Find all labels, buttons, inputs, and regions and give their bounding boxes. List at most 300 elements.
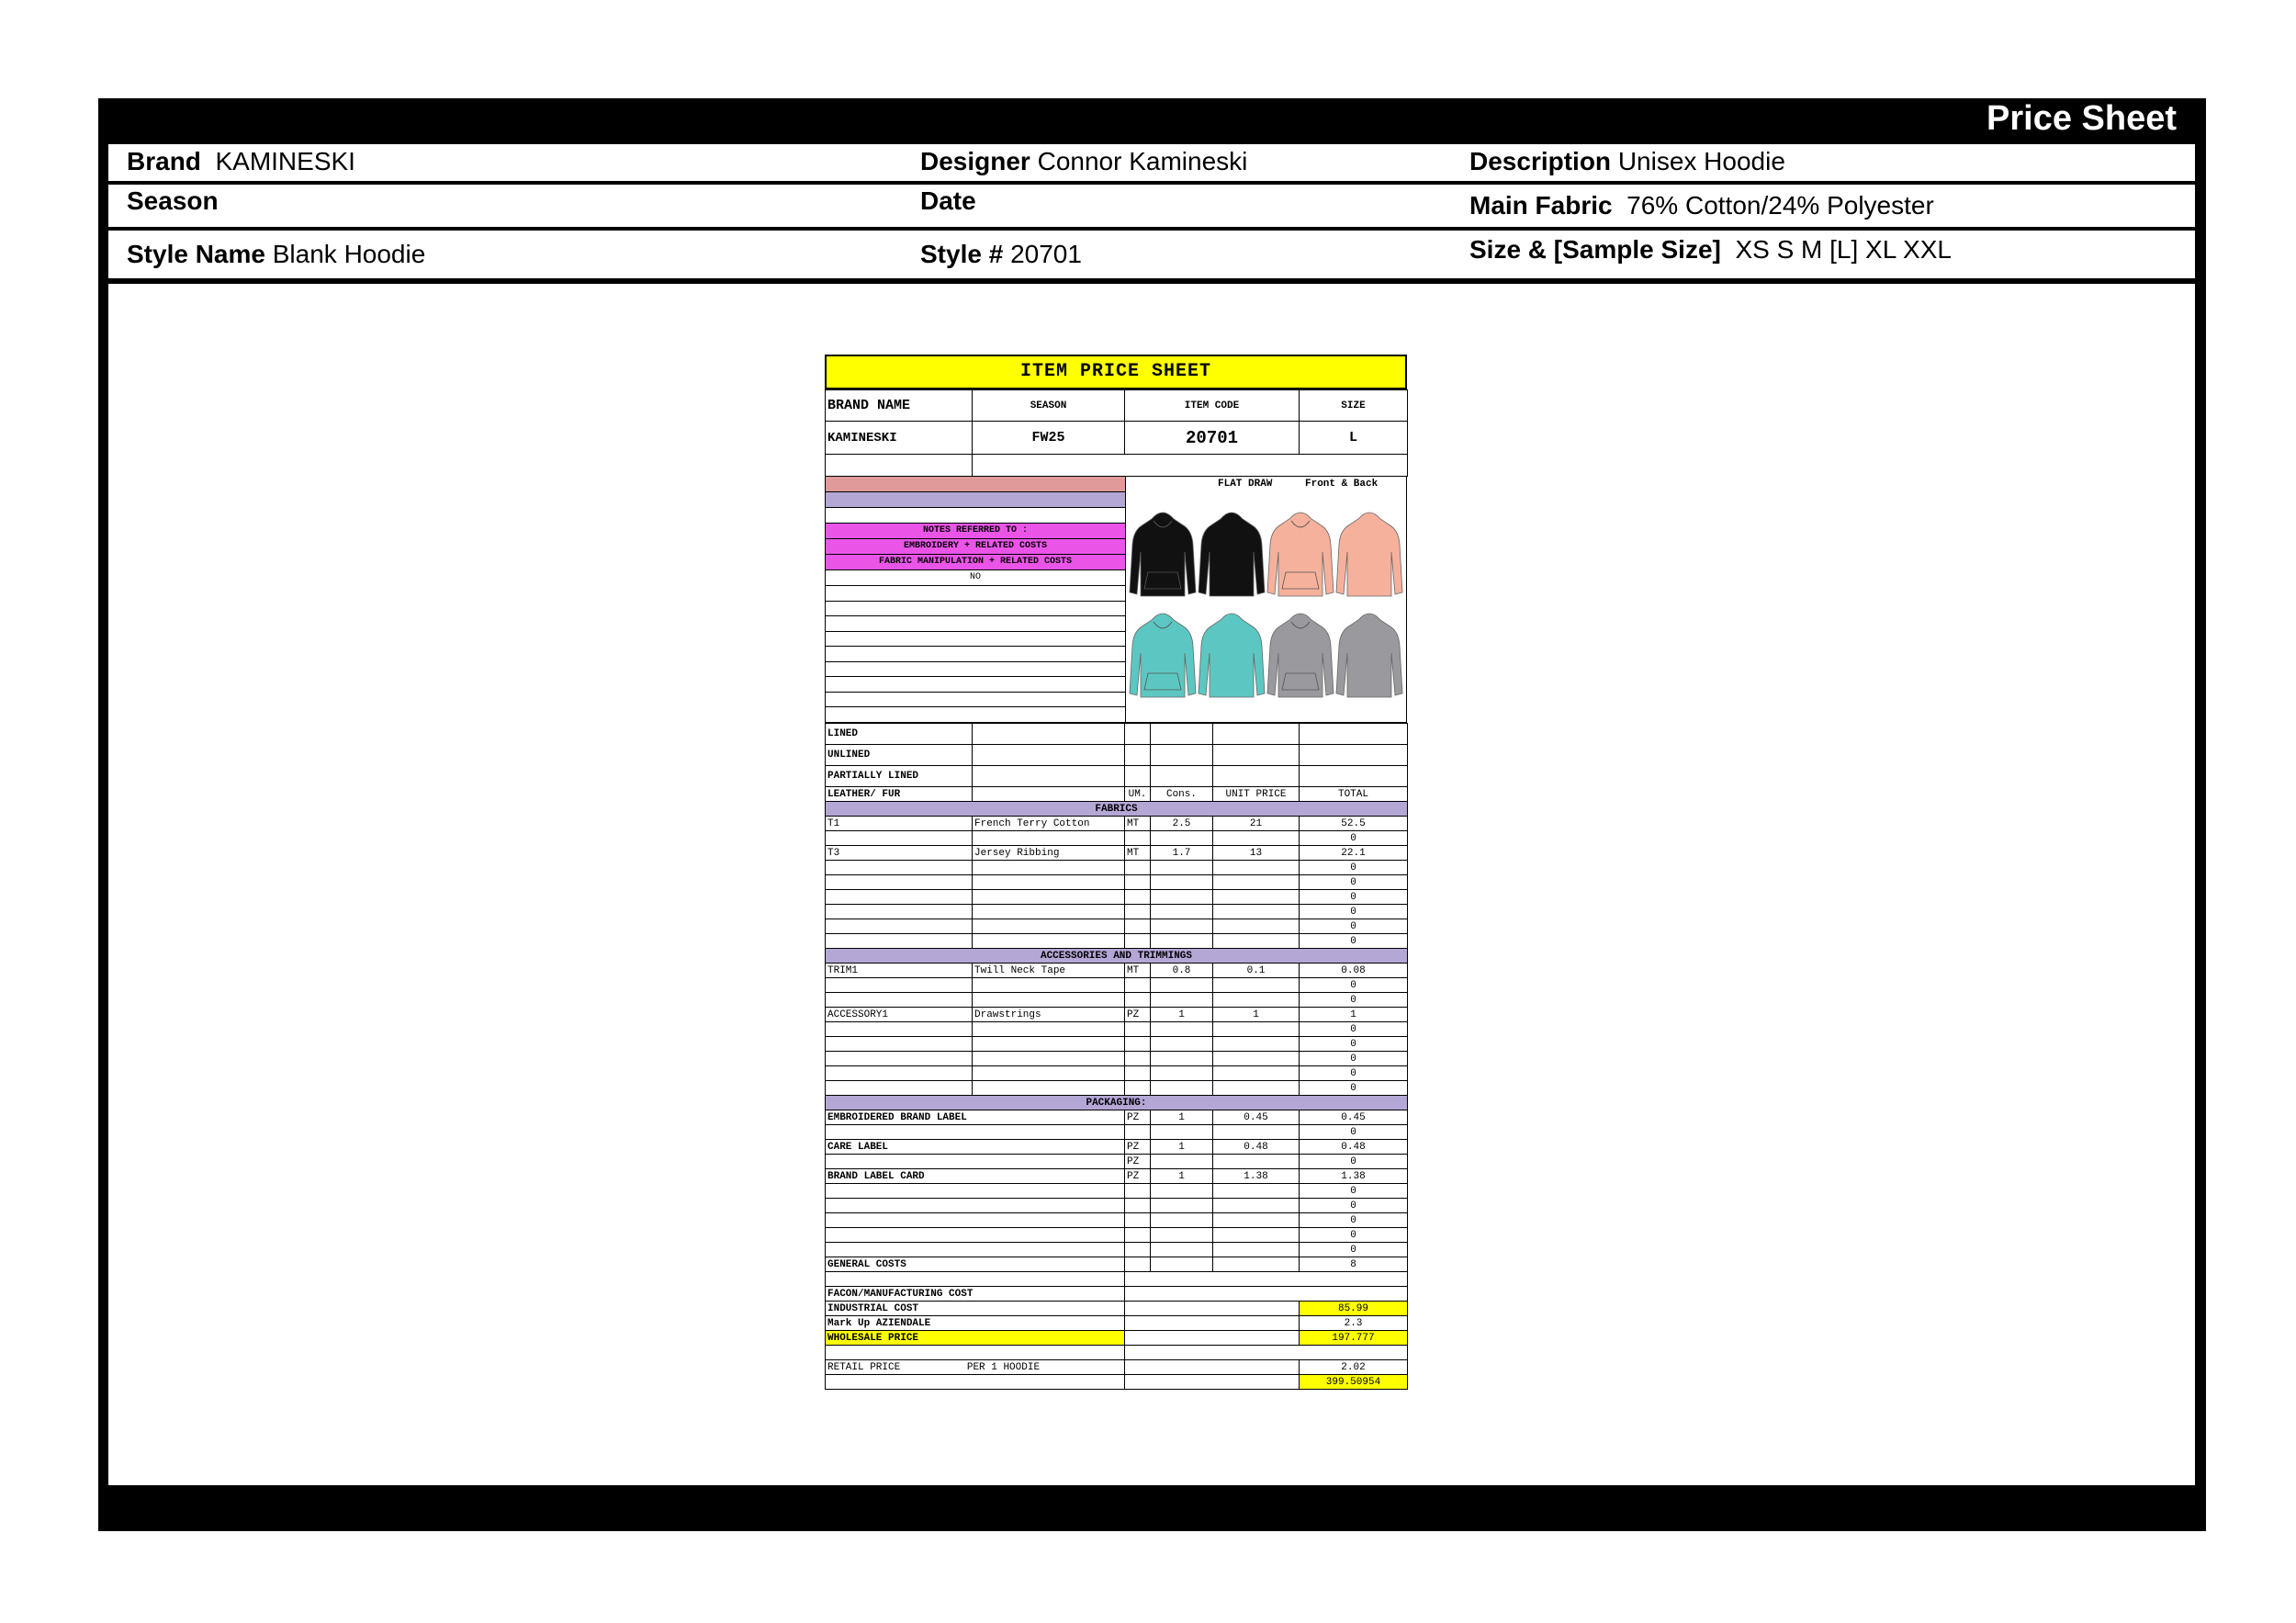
packaging-price — [1213, 1155, 1300, 1169]
brand-field: Brand KAMINESKI — [127, 147, 355, 175]
fabric-name: Jersey Ribbing — [973, 846, 1125, 861]
packaging-total: 0 — [1300, 1125, 1408, 1140]
accessory-name — [973, 1022, 1125, 1037]
packaging-total: 0.48 — [1300, 1140, 1408, 1155]
accessory-name — [973, 978, 1125, 993]
general-costs-row — [826, 1257, 1408, 1272]
accessory-price: 0.1 — [1213, 964, 1300, 978]
fabric-cons: 2.5 — [1151, 817, 1213, 831]
fabric-name — [973, 875, 1125, 890]
empty-cell — [973, 787, 1125, 802]
fabric-name — [973, 934, 1125, 949]
packaging-row — [826, 1110, 1408, 1125]
packaging-cons — [1151, 1155, 1213, 1169]
fabric-um: MT — [1125, 846, 1151, 861]
accessory-code — [826, 1081, 973, 1096]
packaging-um — [1125, 1125, 1151, 1140]
fabric-price — [1213, 905, 1300, 919]
description-field: Description Unisex Hoodie — [1469, 147, 1785, 175]
accessory-row — [826, 964, 1408, 978]
packaging-um — [1125, 1243, 1151, 1257]
packaging-row — [826, 1243, 1408, 1257]
empty-cell — [1151, 745, 1213, 766]
size-value: L — [1300, 422, 1408, 455]
fabric-name — [973, 890, 1125, 905]
accessory-row — [826, 978, 1408, 993]
empty-cell — [1125, 1316, 1300, 1331]
fabric-cons — [1151, 831, 1213, 846]
lining-row — [826, 766, 1408, 787]
packaging-cons — [1151, 1213, 1213, 1228]
notes-line: NOTES REFERRED TO : — [826, 524, 1125, 539]
packaging-cons — [1151, 1125, 1213, 1140]
fabric-um — [1125, 919, 1151, 934]
fabric-row — [826, 861, 1408, 875]
empty-cell — [826, 1375, 1125, 1390]
packaging-cons — [1151, 1199, 1213, 1213]
packaging-item: BRAND LABEL CARD — [826, 1169, 1125, 1184]
fabric-code — [826, 831, 973, 846]
markup-row — [826, 1316, 1408, 1331]
packaging-total: 0 — [1300, 1243, 1408, 1257]
date-field: Date — [920, 186, 976, 215]
hoodie-flat-drawings — [1126, 493, 1407, 723]
accessory-name — [973, 1081, 1125, 1096]
sheet-header-table — [825, 389, 1408, 477]
accessory-cons — [1151, 978, 1213, 993]
accessory-total: 0 — [1300, 993, 1408, 1008]
accessory-price — [1213, 993, 1300, 1008]
accessories-section-header: ACCESSORIES AND TRIMMINGS — [826, 949, 1408, 964]
fabric-cons — [1151, 875, 1213, 890]
fabric-row — [826, 817, 1408, 831]
accessory-um — [1125, 1052, 1151, 1066]
packaging-item — [826, 1125, 1125, 1140]
style-number-field: Style # 20701 — [920, 240, 1082, 268]
notes-lines — [826, 586, 1125, 723]
packaging-price — [1213, 1243, 1300, 1257]
accessory-total: 1 — [1300, 1008, 1408, 1022]
empty-cell — [1213, 745, 1300, 766]
packaging-price — [1213, 1228, 1300, 1243]
fabric-code — [826, 890, 973, 905]
fabric-row — [826, 846, 1408, 861]
accessory-code — [826, 978, 973, 993]
empty-cell — [1300, 745, 1408, 766]
accessory-um — [1125, 1066, 1151, 1081]
fabrics-section-header — [826, 802, 1408, 817]
fabric-price — [1213, 934, 1300, 949]
industrial-cost-label: INDUSTRIAL COST — [826, 1302, 1125, 1316]
notes-column — [826, 477, 1125, 723]
page-title: Price Sheet — [1986, 99, 2177, 138]
lining-row — [826, 745, 1408, 766]
accessory-um: PZ — [1125, 1008, 1151, 1022]
main-fabric-field: Main Fabric 76% Cotton/24% Polyester — [1469, 191, 1934, 220]
season-header: SEASON — [973, 390, 1125, 422]
empty-cell — [973, 724, 1125, 745]
divider — [108, 278, 2195, 284]
fabric-price — [1213, 919, 1300, 934]
packaging-row — [826, 1169, 1408, 1184]
accessory-um — [1125, 1022, 1151, 1037]
empty-cell — [1125, 724, 1151, 745]
retail-markup-value: 2.02 — [1300, 1360, 1408, 1375]
empty-row — [826, 693, 1125, 708]
fabric-total: 0 — [1300, 919, 1408, 934]
grey-hoodie-back-icon — [1336, 614, 1402, 697]
packaging-um: PZ — [1125, 1155, 1151, 1169]
accessory-price: 1 — [1213, 1008, 1300, 1022]
fabric-row — [826, 831, 1408, 846]
packaging-cons: 1 — [1151, 1169, 1213, 1184]
packaging-price: 0.45 — [1213, 1110, 1300, 1125]
packaging-item: EMBROIDERED BRAND LABEL — [826, 1110, 1125, 1125]
lining-label: LEATHER/ FUR — [826, 787, 973, 802]
accessories-section-header — [826, 949, 1408, 964]
packaging-um: PZ — [1125, 1140, 1151, 1155]
designer-field: Designer Connor Kamineski — [920, 147, 1248, 175]
packaging-price: 1.38 — [1213, 1169, 1300, 1184]
accessory-total: 0 — [1300, 1037, 1408, 1052]
retail-price-value: 399.50954 — [1300, 1375, 1408, 1390]
industrial-cost-row — [826, 1302, 1408, 1316]
color-bar — [826, 492, 1125, 508]
fabric-name — [973, 919, 1125, 934]
accessory-name: Drawstrings — [973, 1008, 1125, 1022]
accessory-row — [826, 1008, 1408, 1022]
fabric-code — [826, 934, 973, 949]
sheet-title: ITEM PRICE SHEET — [825, 355, 1407, 389]
packaging-row — [826, 1228, 1408, 1243]
accessory-um — [1125, 1081, 1151, 1096]
fabric-price — [1213, 831, 1300, 846]
fabric-cons — [1151, 861, 1213, 875]
packaging-cons: 1 — [1151, 1140, 1213, 1155]
empty-cell — [826, 1272, 1125, 1287]
packaging-total: 1.38 — [1300, 1169, 1408, 1184]
packaging-price — [1213, 1199, 1300, 1213]
fabric-um — [1125, 934, 1151, 949]
accessory-code — [826, 993, 973, 1008]
packaging-um — [1125, 1213, 1151, 1228]
markup-label: Mark Up AZIENDALE — [826, 1316, 1125, 1331]
accessory-um — [1125, 978, 1151, 993]
packaging-row — [826, 1155, 1408, 1169]
fabric-cons — [1151, 934, 1213, 949]
accessory-row — [826, 1081, 1408, 1096]
packaging-total: 0 — [1300, 1199, 1408, 1213]
accessory-price — [1213, 1037, 1300, 1052]
packaging-total: 0 — [1300, 1155, 1408, 1169]
empty-cell — [1125, 1272, 1408, 1287]
packaging-price — [1213, 1213, 1300, 1228]
packaging-item — [826, 1213, 1125, 1228]
fabric-um — [1125, 831, 1151, 846]
accessory-total: 0 — [1300, 1081, 1408, 1096]
accessory-total: 0 — [1300, 1022, 1408, 1037]
accessory-name — [973, 1037, 1125, 1052]
fabric-um — [1125, 905, 1151, 919]
accessory-code — [826, 1052, 973, 1066]
fabric-um — [1125, 890, 1151, 905]
brand-name-header: BRAND NAME — [826, 390, 973, 422]
fabric-cons: 1.7 — [1151, 846, 1213, 861]
fabric-code — [826, 919, 973, 934]
fabric-total: 0 — [1300, 861, 1408, 875]
notes-value: NO — [826, 570, 1125, 586]
facon-row — [826, 1287, 1408, 1302]
accessory-code — [826, 1037, 973, 1052]
fabric-name — [973, 831, 1125, 846]
season-field: Season — [127, 186, 219, 215]
notes-line: EMBROIDERY + RELATED COSTS — [826, 539, 1125, 555]
accessory-code — [826, 1066, 973, 1081]
empty-row — [826, 662, 1125, 678]
packaging-price: 0.48 — [1213, 1140, 1300, 1155]
fabric-price — [1213, 861, 1300, 875]
accessory-um — [1125, 1037, 1151, 1052]
lining-row — [826, 787, 1408, 802]
packaging-item: CARE LABEL — [826, 1140, 1125, 1155]
packaging-um: PZ — [1125, 1110, 1151, 1125]
accessory-row — [826, 1022, 1408, 1037]
packaging-total: 0 — [1300, 1184, 1408, 1199]
packaging-row — [826, 1184, 1408, 1199]
accessory-total: 0 — [1300, 1066, 1408, 1081]
fabrics-section-header: FABRICS — [826, 802, 1408, 817]
black-hoodie-front-icon — [1130, 513, 1196, 596]
fabric-total: 0 — [1300, 890, 1408, 905]
fabric-name: French Terry Cotton — [973, 817, 1125, 831]
packaging-price — [1213, 1125, 1300, 1140]
color-bar — [826, 477, 1125, 492]
fabric-price — [1213, 875, 1300, 890]
retail-price-row — [826, 1375, 1408, 1390]
empty-cell — [1151, 724, 1213, 745]
fabric-row — [826, 934, 1408, 949]
empty-cell — [1300, 724, 1408, 745]
accessory-price — [1213, 978, 1300, 993]
packaging-price — [1213, 1184, 1300, 1199]
packaging-um — [1125, 1184, 1151, 1199]
empty-row — [826, 616, 1125, 632]
teal-hoodie-back-icon — [1199, 614, 1265, 697]
empty-cell — [826, 1346, 1125, 1360]
packaging-cons: 1 — [1151, 1110, 1213, 1125]
accessory-row — [826, 1052, 1408, 1066]
unit-price-header: UNIT PRICE — [1213, 787, 1300, 802]
style-name-field: Style Name Blank Hoodie — [127, 240, 426, 268]
empty-row — [826, 602, 1125, 617]
wholesale-row — [826, 1331, 1408, 1346]
fabric-price: 21 — [1213, 817, 1300, 831]
fabric-cons — [1151, 890, 1213, 905]
packaging-item — [826, 1228, 1125, 1243]
season-value: FW25 — [973, 422, 1125, 455]
accessory-cons: 1 — [1151, 1008, 1213, 1022]
empty-cell — [1125, 1346, 1408, 1360]
fabric-um — [1125, 875, 1151, 890]
fabric-name — [973, 905, 1125, 919]
fabric-price — [1213, 890, 1300, 905]
retail-row — [826, 1360, 1408, 1375]
fabric-um: MT — [1125, 817, 1151, 831]
empty-cell — [1213, 766, 1300, 787]
teal-hoodie-front-icon — [1130, 614, 1196, 697]
peach-hoodie-front-icon — [1267, 513, 1334, 596]
cons-header: Cons. — [1151, 787, 1213, 802]
accessory-cons — [1151, 1022, 1213, 1037]
empty-cell — [1151, 1257, 1213, 1272]
um-header: UM. — [1125, 787, 1151, 802]
packaging-cons — [1151, 1243, 1213, 1257]
empty-cell — [1125, 1287, 1408, 1302]
fabric-row — [826, 890, 1408, 905]
general-costs-value: 8 — [1300, 1257, 1408, 1272]
empty-cell — [1125, 1257, 1151, 1272]
facon-label: FACON/MANUFACTURING COST — [826, 1287, 1125, 1302]
size-header: SIZE — [1300, 390, 1408, 422]
fabric-total: 22.1 — [1300, 846, 1408, 861]
accessory-cons — [1151, 993, 1213, 1008]
accessory-cons — [1151, 1037, 1213, 1052]
total-header: TOTAL — [1300, 787, 1408, 802]
packaging-item — [826, 1155, 1125, 1169]
notes-line: FABRIC MANIPULATION + RELATED COSTS — [826, 555, 1125, 570]
packaging-item — [826, 1184, 1125, 1199]
spacer-row — [826, 1346, 1408, 1360]
empty-row — [826, 707, 1125, 723]
packaging-um — [1125, 1228, 1151, 1243]
packaging-total: 0 — [1300, 1228, 1408, 1243]
empty-cell — [973, 455, 1408, 477]
packaging-section-header — [826, 1096, 1408, 1110]
accessory-row — [826, 1066, 1408, 1081]
empty-cell — [1151, 766, 1213, 787]
packaging-section-header: PACKAGING: — [826, 1096, 1408, 1110]
retail-label: RETAIL PRICE — [827, 1361, 901, 1373]
size-field: Size & [Sample Size] XS S M [L] XL XXL — [1469, 235, 1952, 264]
accessory-total: 0 — [1300, 978, 1408, 993]
accessory-cons — [1151, 1066, 1213, 1081]
accessory-um: MT — [1125, 964, 1151, 978]
accessory-total: 0 — [1300, 1052, 1408, 1066]
fabric-code: T1 — [826, 817, 973, 831]
accessory-code: ACCESSORY1 — [826, 1008, 973, 1022]
accessory-cons — [1151, 1081, 1213, 1096]
accessory-price — [1213, 1052, 1300, 1066]
packaging-total: 0.45 — [1300, 1110, 1408, 1125]
fabric-code — [826, 861, 973, 875]
accessory-price — [1213, 1022, 1300, 1037]
wholesale-value: 197.777 — [1300, 1331, 1408, 1346]
packaging-row — [826, 1125, 1408, 1140]
empty-row — [826, 677, 1125, 693]
fabric-row — [826, 905, 1408, 919]
fabric-um — [1125, 861, 1151, 875]
empty-cell — [1213, 724, 1300, 745]
accessory-name — [973, 1052, 1125, 1066]
accessory-row — [826, 1037, 1408, 1052]
empty-cell — [1125, 1302, 1300, 1316]
fabric-row — [826, 875, 1408, 890]
fabric-cons — [1151, 905, 1213, 919]
empty-cell — [1125, 745, 1151, 766]
empty-row — [826, 586, 1125, 602]
item-code-header: ITEM CODE — [1125, 390, 1300, 422]
fabric-total: 0 — [1300, 905, 1408, 919]
retail-per: PER 1 HOODIE — [966, 1361, 1041, 1373]
empty-cell — [1213, 1257, 1300, 1272]
industrial-cost-value: 85.99 — [1300, 1302, 1408, 1316]
packaging-row — [826, 1140, 1408, 1155]
accessory-price — [1213, 1066, 1300, 1081]
grey-hoodie-front-icon — [1267, 614, 1334, 697]
flat-draw-panel — [1125, 477, 1407, 723]
packaging-item — [826, 1199, 1125, 1213]
accessory-total: 0.08 — [1300, 964, 1408, 978]
accessory-cons: 0.8 — [1151, 964, 1213, 978]
peach-hoodie-back-icon — [1336, 513, 1402, 596]
accessory-code: TRIM1 — [826, 964, 973, 978]
fabric-total: 0 — [1300, 934, 1408, 949]
lining-label: LINED — [826, 724, 973, 745]
accessory-name: Twill Neck Tape — [973, 964, 1125, 978]
packaging-total: 0 — [1300, 1213, 1408, 1228]
spacer-row — [826, 1272, 1408, 1287]
accessory-cons — [1151, 1052, 1213, 1066]
brand-name-value: KAMINESKI — [826, 422, 973, 455]
black-hoodie-back-icon — [1199, 513, 1265, 596]
fabric-code — [826, 905, 973, 919]
fabric-code: T3 — [826, 846, 973, 861]
packaging-um — [1125, 1199, 1151, 1213]
accessory-code — [826, 1022, 973, 1037]
fabric-name — [973, 861, 1125, 875]
packaging-row — [826, 1199, 1408, 1213]
lining-label: PARTIALLY LINED — [826, 766, 973, 787]
accessory-name — [973, 1066, 1125, 1081]
fabric-row — [826, 919, 1408, 934]
packaging-cons — [1151, 1228, 1213, 1243]
item-code-value: 20701 — [1125, 422, 1300, 455]
lining-label: UNLINED — [826, 745, 973, 766]
notes-and-drawing — [825, 477, 1407, 723]
packaging-cons — [1151, 1184, 1213, 1199]
fabric-code — [826, 875, 973, 890]
empty-cell — [826, 455, 973, 477]
empty-cell — [1125, 1331, 1300, 1346]
accessory-um — [1125, 993, 1151, 1008]
empty-row — [826, 508, 1125, 524]
flat-draw-label: FLAT DRAW — [1218, 479, 1273, 490]
front-back-label: Front & Back — [1305, 479, 1379, 490]
item-price-sheet — [825, 355, 1407, 1390]
markup-value: 2.3 — [1300, 1316, 1408, 1331]
fabric-price: 13 — [1213, 846, 1300, 861]
empty-cell — [1125, 766, 1151, 787]
empty-cell — [1300, 766, 1408, 787]
lining-row — [826, 724, 1408, 745]
accessory-row — [826, 993, 1408, 1008]
general-costs-label: GENERAL COSTS — [826, 1257, 1125, 1272]
cost-table — [825, 723, 1408, 1390]
fabric-total: 52.5 — [1300, 817, 1408, 831]
accessory-name — [973, 993, 1125, 1008]
packaging-item — [826, 1243, 1125, 1257]
empty-cell — [973, 766, 1125, 787]
